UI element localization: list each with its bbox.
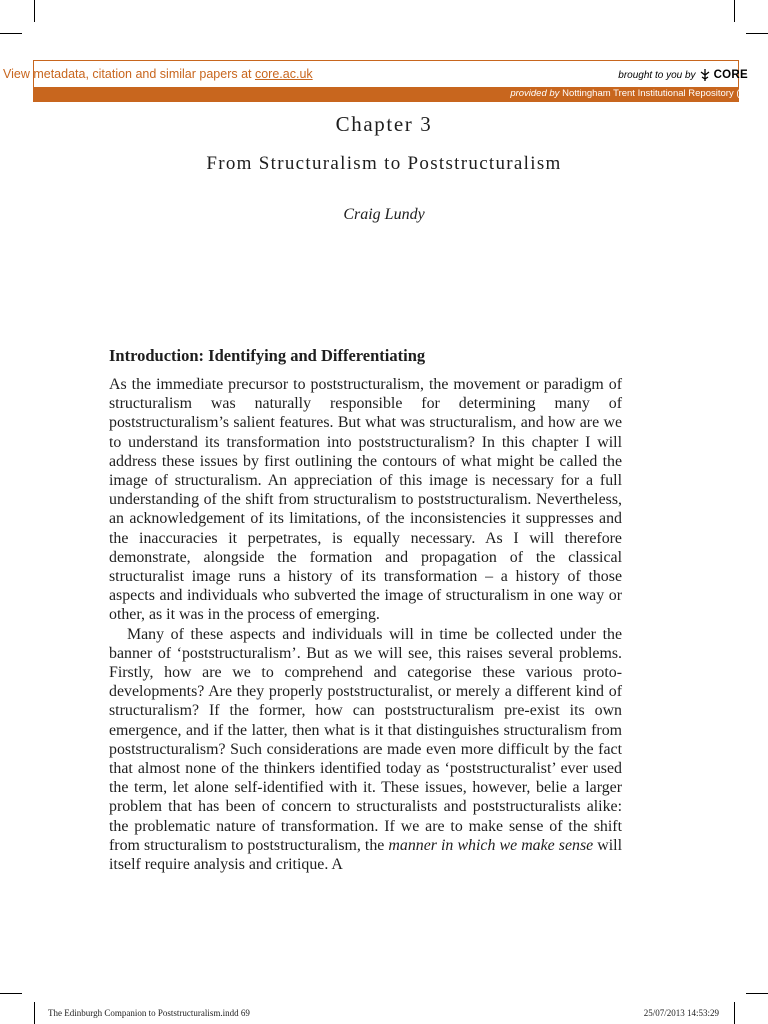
crop-mark <box>0 33 22 34</box>
paragraph-2 <box>109 625 622 875</box>
body-text <box>109 375 622 874</box>
core-logo-text: CORE <box>713 69 748 81</box>
footer-timestamp: 25/07/2013 14:53:29 <box>643 1008 719 1018</box>
core-banner <box>3 60 748 88</box>
crop-mark <box>734 1002 735 1024</box>
core-provider-bar <box>33 87 749 102</box>
chapter-author: Craig Lundy <box>343 206 425 223</box>
crop-mark <box>34 0 35 22</box>
provided-by-label: provided by <box>510 88 560 99</box>
chapter-number: Chapter 3 <box>335 112 433 136</box>
core-link[interactable]: core.ac.uk <box>254 67 313 81</box>
brought-by-label: brought to you by <box>618 69 696 81</box>
crop-mark <box>34 1002 35 1024</box>
core-brand[interactable] <box>618 68 748 82</box>
core-metadata-label: View metadata, citation and similar papers at <box>3 67 255 81</box>
paragraph-2-main: Many of these aspects and individuals will in time be collected under the banner of ‘poststructuralism’. But as we will see, this raises several problems. Firstly, how are we to comprehend and categorise these various proto-developments? Are they properly poststructuralist, or merely a different kind of structuralism? If the former, how can poststructuralism pre-exist its own emergence, and if the latter, then what is it that distinguishes structuralism from poststructuralism? Such considerations are made even more difficult by the fact that almost none of the thinkers identified today as ‘poststructuralist’ ever used the term, let alone self-identified with it. These issues, however, belie a larger problem that has been of concern to structuralists and poststructuralists alike: the problematic nature of transformation. If we are to make sense of the shift from structuralism to poststructuralism, the <box>109 625 622 854</box>
crop-mark <box>0 993 22 994</box>
core-metadata-text <box>3 67 313 81</box>
crop-mark <box>746 993 768 994</box>
section-heading: Introduction: Identifying and Differentiating <box>109 346 426 365</box>
paragraph-2-italic: manner in which we make sense <box>388 836 594 854</box>
paragraph-1: As the immediate precursor to poststructuralism, the movement or paradigm of structuralism was naturally responsible for determining many of poststructuralism’s salient features. But what was structuralism, and how are we to understand its transformation into poststructuralism? In this chapter I will address these issues by first outlining the contours of what might be called the image of structuralism. An appreciation of this image is necessary for a full understanding of the shift from structuralism to poststructuralism. Nevertheless, an acknowledgement of its limitations, of the inconsistencies it suppresses and the inaccuracies it perpetrates, is equally necessary. As I will therefore demonstrate, alongside the formation and propagation of the classical structuralist image runs a history of its transformation – a history of those aspects and individuals who subverted the image of structuralism in one way or other, as it was in the process of emerging. <box>109 376 622 624</box>
footer-filename: The Edinburgh Companion to Poststructuralism.indd 69 <box>48 1008 250 1018</box>
provider-name: Nottingham Trent Institutional Repository (IR <box>562 88 749 99</box>
crop-mark <box>746 33 768 34</box>
paragraph-2-end: will itself require analysis and critique. A <box>109 836 622 874</box>
crop-mark <box>734 0 735 22</box>
core-logo-icon <box>699 68 711 82</box>
core-provider-text[interactable] <box>510 88 749 99</box>
chapter-title: From Structuralism to Poststructuralism <box>206 153 562 174</box>
